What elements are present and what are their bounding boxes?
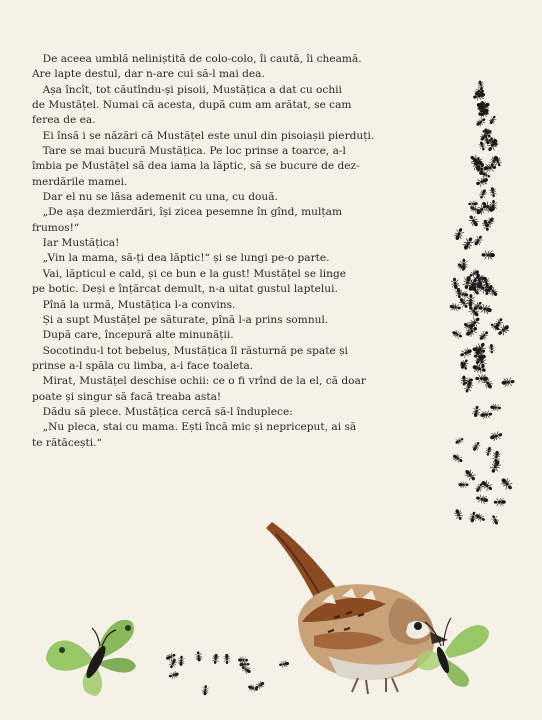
ant-icon xyxy=(488,114,498,125)
ant-icon xyxy=(481,251,495,260)
story-line: ferea de ea. xyxy=(32,114,96,127)
ant-icon xyxy=(478,329,490,341)
story-line: Mirat, Mustățel deschise ochii: ce o fi vrînd de la el, că doar xyxy=(32,375,366,388)
ant-trail-icon xyxy=(405,80,525,540)
butterfly-icon xyxy=(40,610,150,700)
ant-icon xyxy=(489,430,503,441)
ant-icon xyxy=(480,410,493,419)
ant-icon xyxy=(238,657,248,664)
story-line: Socotindu-l tot bebeluș, Mustățica îl răsturnă pe spate și xyxy=(32,344,348,357)
ant-icon xyxy=(212,653,220,664)
story-line: prinse a-l spăla cu limba, a-i face toaleta. xyxy=(32,359,254,372)
ant-icon xyxy=(168,658,178,670)
story-line: îmbia pe Mustățel să dea iama la lăptic, să se bucure de dez- xyxy=(32,160,360,173)
ant-icon xyxy=(468,201,478,207)
story-line: Are lapte destul, dar n-are cui să-l mai dea. xyxy=(32,68,265,81)
ant-icon xyxy=(202,685,209,696)
ant-icon xyxy=(453,227,465,242)
story-line: Și a supt Mustățel pe săturate, pînă l-a prins somnul. xyxy=(32,313,329,326)
ant-icon xyxy=(471,441,481,453)
story-line: Pînă la urmă, Mustățica l-a convins. xyxy=(32,298,236,311)
ant-icon xyxy=(501,377,515,387)
ant-icon xyxy=(459,347,474,359)
story-line: poate și singur să facă treaba asta! xyxy=(32,390,222,403)
story-line: După care, începură alte minunății. xyxy=(32,329,234,342)
story-line: De aceea umblă neliniștită de colo-colo, îi caută, îi cheamă. xyxy=(32,53,362,65)
ant-icon xyxy=(494,498,506,506)
story-text xyxy=(32,52,375,451)
story-line: merdările mamei. xyxy=(32,175,128,188)
ant-icon xyxy=(224,654,231,664)
ant-icon xyxy=(488,344,494,354)
story-line: Așa încît, tot căutîndu-și pisoii, Mustățica a dat cu ochii xyxy=(32,83,342,96)
ant-icon xyxy=(451,453,464,465)
ant-icon xyxy=(461,236,475,252)
story-line: „Vin la mama, să-ți dea lăptic!“ și se lungi pe-o parte. xyxy=(32,252,330,265)
ant-icon xyxy=(168,671,179,680)
ant-icon xyxy=(178,656,185,667)
small-butterfly-icon xyxy=(405,612,495,692)
ant-icon xyxy=(489,187,497,198)
ant-icon xyxy=(499,476,515,492)
story-line: Ei însă i se năzări că Mustățel este unul din pisoiașii pierduți. xyxy=(32,129,375,142)
story-line: pe botic. Deși e înțărcat demult, n-a uitat gustul laptelui. xyxy=(32,283,338,296)
ant-icon xyxy=(454,436,464,445)
ant-icon xyxy=(478,188,488,200)
ant-icon xyxy=(475,494,489,505)
ant-icon xyxy=(481,219,491,232)
story-line: Tare se mai bucură Mustățica. Pe loc prinse a toarce, a-l xyxy=(32,145,346,158)
story-line: Vai, lăpticul e cald, și ce bun e la gust! Mustățel se linge xyxy=(32,267,347,280)
ant-icon xyxy=(458,481,468,488)
ant-icon xyxy=(485,446,493,456)
ant-icon xyxy=(472,405,481,417)
ant-icon xyxy=(449,303,461,312)
ant-icon xyxy=(490,404,501,412)
ant-icon xyxy=(471,362,487,374)
story-line: Dădu să plece. Mustățica cercă să-l înduplece: xyxy=(32,405,293,418)
ant-icon xyxy=(459,358,470,370)
ant-icon xyxy=(490,514,500,526)
story-line: te rătăcești.“ xyxy=(32,436,102,449)
ant-icon xyxy=(195,651,203,662)
ant-icon xyxy=(483,163,496,172)
ant-icon xyxy=(463,468,478,483)
ant-icon xyxy=(475,176,490,188)
ant-icon xyxy=(467,214,480,229)
story-line: frumos!“ xyxy=(32,221,80,234)
story-line: Dar el nu se lăsa ademenit cu una, cu două. xyxy=(32,191,278,204)
ant-icon xyxy=(472,234,484,247)
story-line: Iar Mustățica! xyxy=(32,237,120,250)
story-line: „Nu pleca, stai cu mama. Ești încă mic și nepriceput, ai să xyxy=(32,421,357,434)
ant-icon xyxy=(478,303,493,314)
ant-icon xyxy=(474,512,486,523)
story-line: de Mustățel. Numai că acesta, după cum am arătat, se cam xyxy=(32,99,352,112)
ant-icon xyxy=(451,329,464,340)
ant-icon xyxy=(475,116,487,128)
story-line: „De așa dezmierdări, își zicea pesemne în gînd, mulțam xyxy=(32,206,342,219)
ant-icon xyxy=(239,661,249,668)
